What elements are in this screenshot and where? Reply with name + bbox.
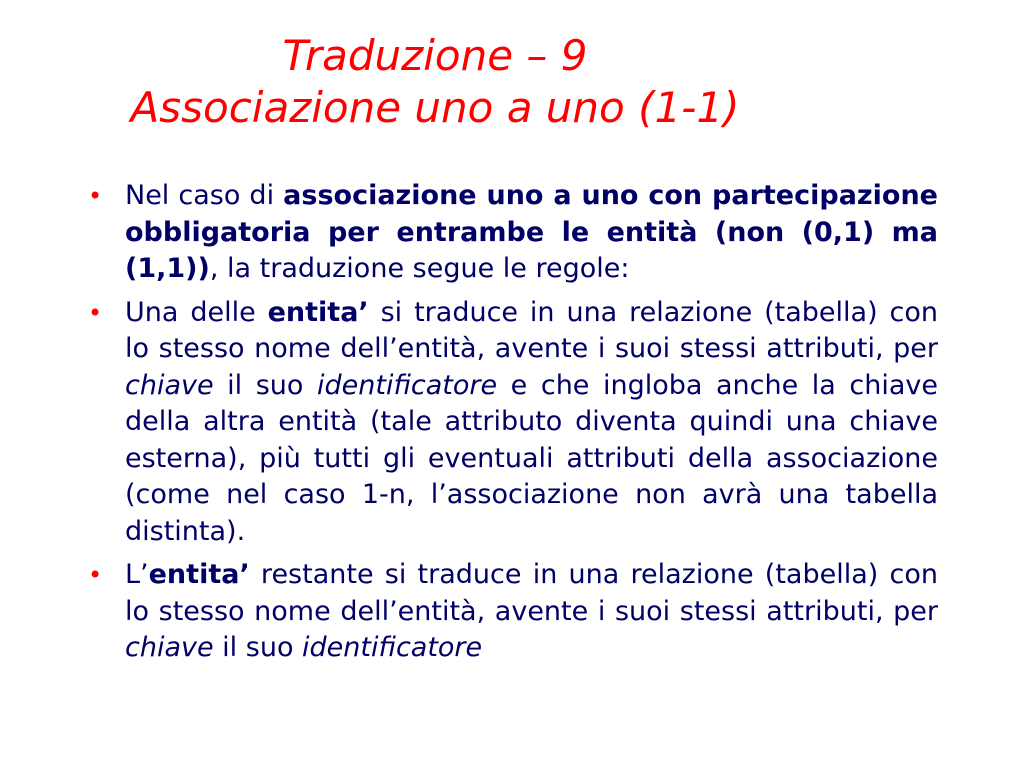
bullet-2-text: Una delle [125,296,268,328]
bullet-3-text: L’ [125,559,149,590]
bullet-item-1 [88,178,938,288]
bullet-2-text-mid2: il suo [213,369,317,401]
bullet-2-italic-identificatore: identificatore [317,369,498,401]
slide-title-line-2: Associazione uno a uno (1-1) [130,83,740,132]
bullet-3-text-mid2: il suo [213,632,303,663]
bullet-icon: • [88,182,103,210]
bullet-2-text-end: e che ingloba anche la chiave della altra entità (tale attributo diventa quindi una chiave esterna), più tutti gli eventuali attributi della associazione (come nel caso 1-n, l’associazione non avrà una tabella distinta). [125,369,939,547]
bullet-1-bold: associazione uno a uno con partecipazione obbligatoria per entrambe le entità (non (0,1) ma (1,1)) [125,180,938,284]
slide-title-line-1: Traduzione – 9 [282,31,588,80]
bullet-1-text-end: , la traduzione segue le regole: [209,253,630,284]
bullet-2-italic-chiave: chiave [125,369,214,401]
slide-title [0,30,870,134]
bullet-item-2 [88,295,938,551]
bullet-2-text-mid: si traduce in una relazione (tabella) con lo stesso nome dell’entità, avente i suoi stessi attributi, per [125,296,939,364]
bullet-1-text: Nel caso di [125,180,284,211]
bullet-item-3 [88,557,938,667]
bullet-3-bold: entita’ [148,559,250,590]
bullet-3-italic-identificatore: identificatore [302,632,483,663]
bullet-icon: • [88,298,103,327]
bullet-2-bold: entita’ [267,296,369,328]
bullet-3-italic-chiave: chiave [125,632,214,663]
bullet-icon: • [88,561,103,589]
bullet-3-text-mid: restante si traduce in una relazione (tabella) con lo stesso nome dell’entità, avente i suoi stessi attributi, per [125,559,938,627]
slide-body [88,178,938,674]
